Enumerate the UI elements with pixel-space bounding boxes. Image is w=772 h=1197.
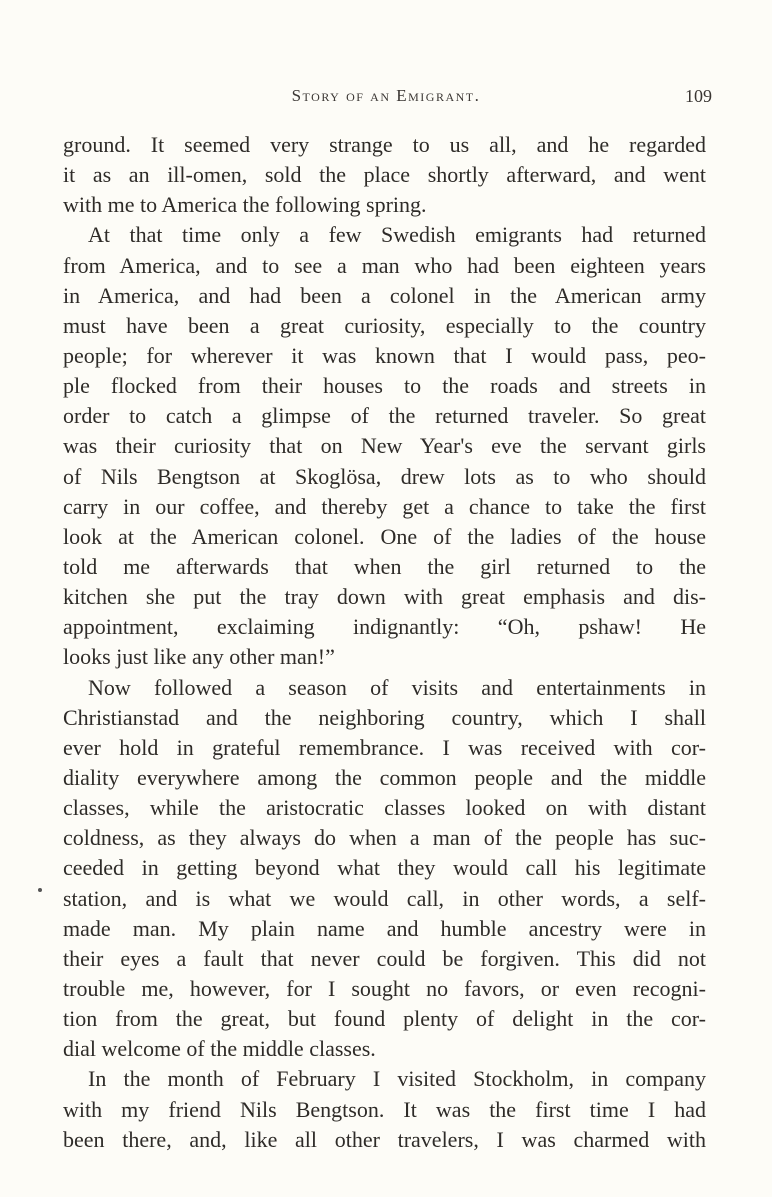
text-line: was their curiosity that on New Year's eve the servant girls [63, 433, 706, 459]
text-line: appointment, exclaiming indignantly: “Oh, pshaw! He [63, 614, 706, 640]
text-line: At that time only a few Swedish emigrants had returned [88, 222, 706, 248]
text-line: been there, and, like all other travelers, I was charmed with [63, 1126, 706, 1152]
text-line: dial welcome of the middle classes. [63, 1036, 376, 1062]
text-line: classes, while the aristocratic classes looked on with distant [63, 795, 706, 821]
text-line: coldness, as they always do when a man of the people has suc- [63, 825, 706, 851]
text-line: must have been a great curiosity, especially to the country [63, 312, 706, 338]
text-line: ple flocked from their houses to the roads and streets in [63, 373, 706, 399]
text-line: ceeded in getting beyond what they would call his legitimate [63, 855, 706, 881]
text-line: their eyes a fault that never could be forgiven. This did not [63, 945, 706, 971]
page-number: 109 [685, 86, 712, 106]
text-line: kitchen she put the tray down with great emphasis and dis- [63, 584, 706, 610]
text-line: tion from the great, but found plenty of delight in the cor- [63, 1006, 706, 1032]
text-line: in America, and had been a colonel in the American army [63, 282, 706, 308]
text-line: it as an ill-omen, sold the place shortly afterward, and went [63, 162, 706, 188]
text-line: ever hold in grateful remembrance. I was received with cor- [63, 734, 706, 760]
text-line: Christianstad and the neighboring country, which I shall [63, 704, 706, 730]
text-line: carry in our coffee, and thereby get a chance to take the first [63, 493, 706, 519]
text-line: told me afterwards that when the girl returned to the [63, 553, 706, 579]
running-head [60, 86, 712, 114]
text-line: from America, and to see a man who had been eighteen years [63, 252, 706, 278]
text-line: ground. It seemed very strange to us all, and he regarded [63, 132, 706, 157]
running-title: Story of an Emigrant. [291, 86, 481, 105]
margin-ink-dot [38, 888, 42, 892]
text-line: trouble me, however, for I sought no favors, or even recogni- [63, 975, 706, 1001]
text-line: diality everywhere among the common people and the middle [63, 764, 706, 790]
text-line: looks just like any other man!” [63, 644, 335, 670]
text-line: of Nils Bengtson at Skoglösa, drew lots as to who should [63, 463, 706, 489]
text-line: order to catch a glimpse of the returned traveler. So great [63, 403, 706, 429]
text-line: with me to America the following spring. [63, 192, 427, 218]
text-line: Now followed a season of visits and entertainments in [88, 674, 706, 700]
text-line: In the month of February I visited Stockholm, in company [88, 1066, 706, 1092]
body-text [63, 130, 706, 1155]
text-line: made man. My plain name and humble ancestry were in [63, 915, 706, 941]
text-line: look at the American colonel. One of the ladies of the house [63, 523, 706, 549]
text-line: with my friend Nils Bengtson. It was the first time I had [63, 1096, 706, 1122]
text-line: people; for wherever it was known that I would pass, peo- [63, 342, 706, 368]
text-line: station, and is what we would call, in other words, a self- [63, 885, 706, 911]
